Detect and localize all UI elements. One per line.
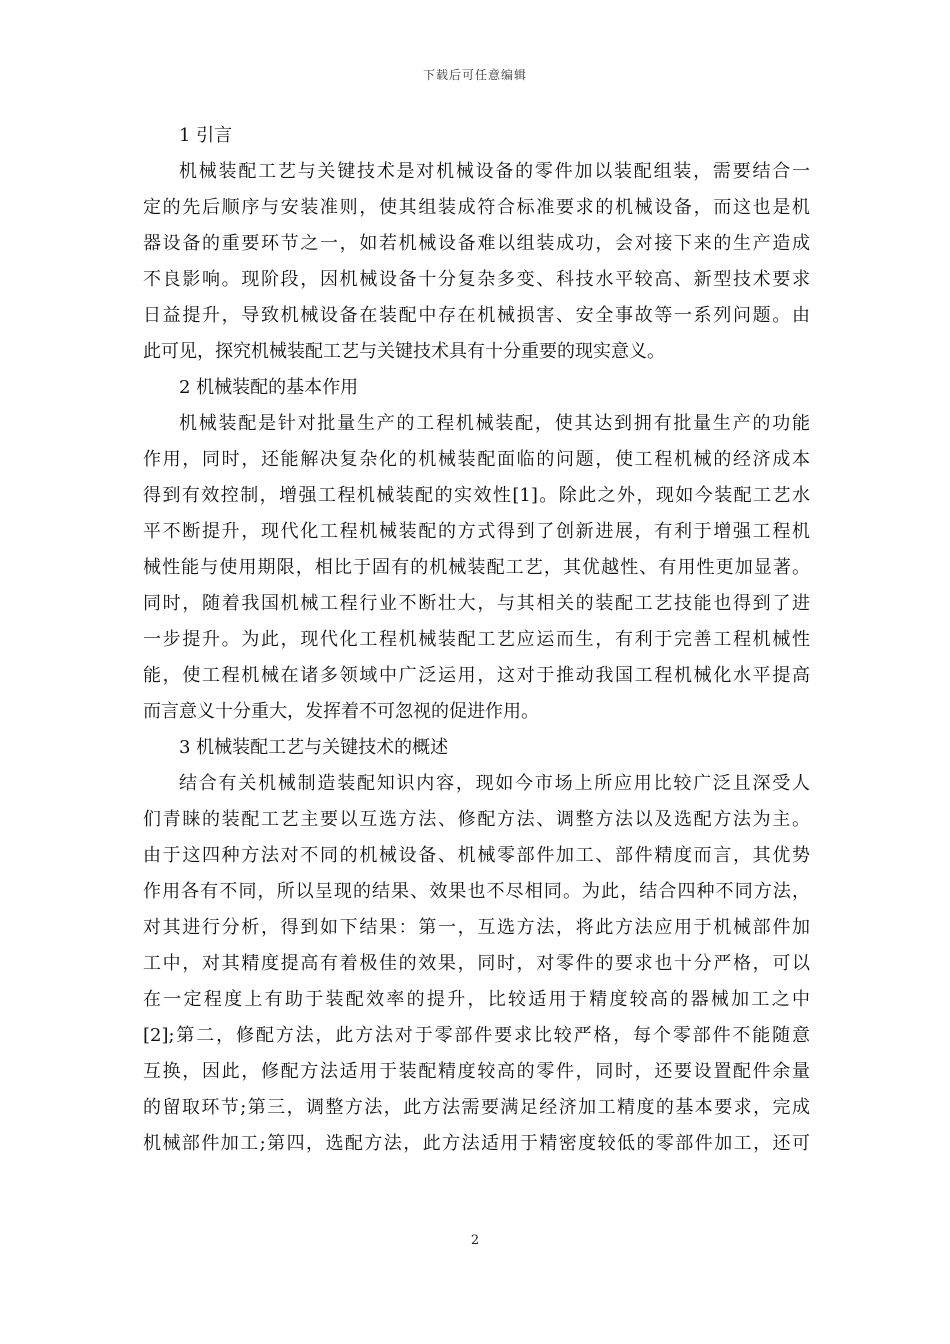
text-line: 此可见，探究机械装配工艺与关键技术具有十分重要的现实意义。 <box>143 341 665 362</box>
section-heading: 3 机械装配工艺与关键技术的概述 <box>179 737 449 758</box>
text-line: 器设备的重要环节之一，如若机械设备难以组装成功，会对接下来的生产造成 <box>143 233 810 254</box>
text-line: 而言意义十分重大，发挥着不可忽视的促进作用。 <box>143 701 539 722</box>
text-line: 一步提升。为此，现代化工程机械装配工艺应运而生，有利于完善工程机械性 <box>143 629 810 650</box>
section-heading: 1 引言 <box>179 125 233 146</box>
paragraph <box>143 406 810 730</box>
text-line: 的留取环节;第三，调整方法，此方法需要满足经济加工精度的基本要求，完成 <box>143 1097 810 1118</box>
section-overview <box>143 730 810 1162</box>
text-line: 日益提升，导致机械设备在装配中存在机械损害、安全事故等一系列问题。由 <box>143 305 810 326</box>
text-line: 作用，同时，还能解决复杂化的机械装配面临的问题，使工程机械的经济成本 <box>143 449 810 470</box>
document-body <box>143 118 810 1162</box>
text-line: 定的先后顺序与安装准则，使其组装成符合标准要求的机械设备，而这也是机 <box>143 197 810 218</box>
text-line: [2];第二，修配方法，此方法对于零部件要求比较严格，每个零部件不能随意 <box>143 1025 810 1046</box>
paragraph <box>143 154 810 370</box>
text-line: 作用各有不同，所以呈现的结果、效果也不尽相同。为此，结合四种不同方法， <box>143 881 810 902</box>
text-line: 机械装配工艺与关键技术是对机械设备的零件加以装配组装，需要结合一 <box>179 161 810 182</box>
text-line: 互换，因此，修配方法适用于装配精度较高的零件，同时，还要设置配件余量 <box>143 1061 810 1082</box>
text-line: 由于这四种方法对不同的机械设备、机械零部件加工、部件精度而言，其优势 <box>143 845 810 866</box>
text-line: 结合有关机械制造装配知识内容，现如今市场上所应用比较广泛且深受人 <box>179 773 810 794</box>
text-line: 们青睐的装配工艺主要以互选方法、修配方法、调整方法以及选配方法为主。 <box>143 809 810 830</box>
text-line: 不良影响。现阶段，因机械设备十分复杂多变、科技水平较高、新型技术要求 <box>143 269 810 290</box>
section-introduction <box>143 118 810 370</box>
text-line: 得到有效控制，增强工程机械装配的实效性[1]。除此之外，现如今装配工艺水 <box>143 485 810 506</box>
text-line: 机械装配是针对批量生产的工程机械装配，使其达到拥有批量生产的功能 <box>179 413 810 434</box>
header-note: 下载后可任意编辑 <box>422 68 527 82</box>
text-line: 在一定程度上有助于装配效率的提升，比较适用于精度较高的器械加工之中 <box>143 989 810 1010</box>
text-line: 工中，对其精度提高有着极佳的效果，同时，对零件的要求也十分严格，可以 <box>143 953 810 974</box>
text-line: 机械部件加工;第四，选配方法，此方法适用于精密度较低的零部件加工，还可 <box>143 1133 810 1154</box>
section-basic-function <box>143 370 810 730</box>
section-heading: 2 机械装配的基本作用 <box>179 377 359 398</box>
text-line: 平不断提升，现代化工程机械装配的方式得到了创新进展，有利于增强工程机 <box>143 521 810 542</box>
text-line: 能，使工程机械在诸多领域中广泛运用，这对于推动我国工程机械化水平提高 <box>143 665 810 686</box>
text-line: 对其进行分析，得到如下结果：第一，互选方法，将此方法应用于机械部件加 <box>143 917 810 938</box>
page-number: 2 <box>470 1233 480 1248</box>
text-line: 同时，随着我国机械工程行业不断壮大，与其相关的装配工艺技能也得到了进 <box>143 593 810 614</box>
text-line: 械性能与使用期限，相比于固有的机械装配工艺，其优越性、有用性更加显著。 <box>143 557 810 578</box>
paragraph <box>143 766 810 1162</box>
